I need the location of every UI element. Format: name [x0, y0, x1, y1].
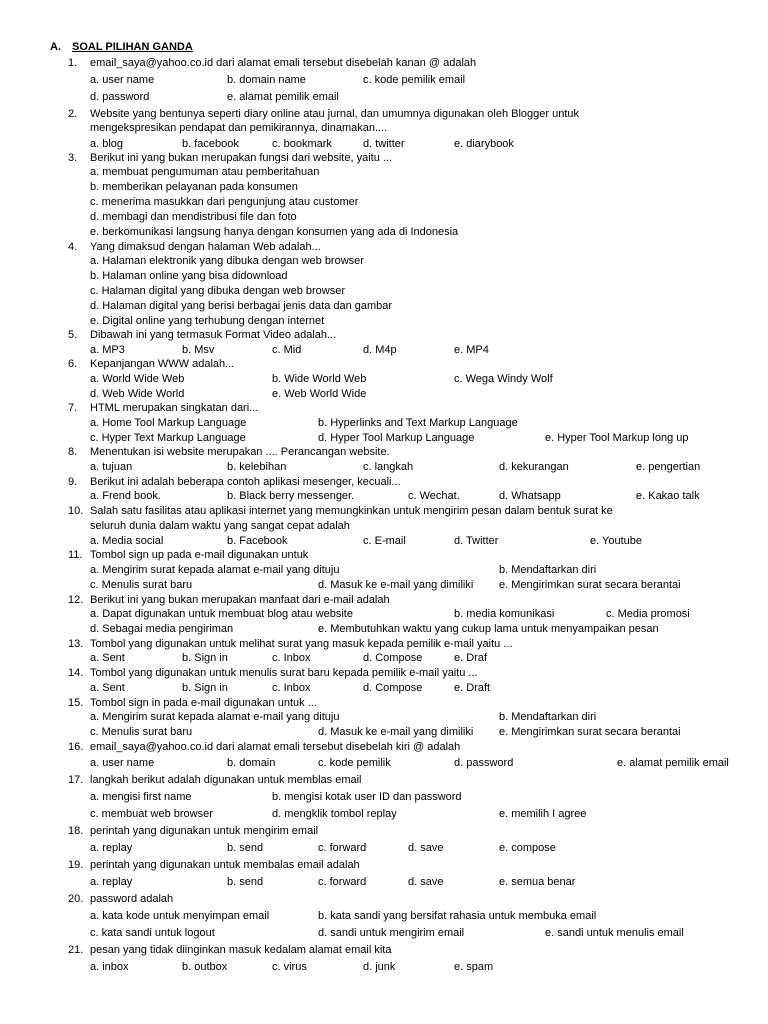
answer-option: c. Hyper Text Markup Language: [90, 432, 246, 444]
question-text: Menentukan isi website merupakan .... Perancangan website.: [90, 446, 390, 458]
question-text: Berikut ini yang bukan merupakan fungsi dari website, yaitu ...: [90, 152, 393, 164]
answer-option: e. alamat pemilik email: [227, 91, 339, 103]
answer-option: e. sandi untuk menulis email: [545, 927, 684, 939]
question-text: Tombol sign up pada e-mail digunakan untuk: [90, 549, 309, 561]
answer-option: b. Halaman online yang bisa didownload: [90, 270, 288, 282]
question-text: Website yang bentunya seperti diary online atau jurnal, dan umumnya digunakan oleh Blogger untuk: [90, 108, 580, 120]
question-text: langkah berikut adalah digunakan untuk memblas email: [90, 774, 362, 786]
answer-option: d. mengklik tombol replay: [272, 808, 397, 820]
question-text: email_saya@yahoo.co.id dari alamat emali tersebut disebelah kanan @ adalah: [90, 57, 477, 69]
question-number: 14.: [68, 667, 84, 679]
question-number: 15.: [68, 697, 84, 709]
answer-option: d. Compose: [363, 682, 423, 694]
answer-option: a. user name: [90, 74, 155, 86]
answer-option: c. Menulis surat baru: [90, 726, 193, 738]
answer-option: a. Halaman elektronik yang dibuka dengan web browser: [90, 255, 364, 267]
answer-option: e. semua benar: [499, 876, 576, 888]
answer-option: a. Media social: [90, 535, 164, 547]
answer-option: e. alamat pemilik email: [617, 757, 729, 769]
answer-option: e. Mengirimkan surat secara berantai: [499, 579, 681, 591]
answer-option: d. Whatsapp: [499, 490, 561, 502]
question-number: 8.: [68, 446, 78, 458]
answer-option: c. menerima masukkan dari pengunjung atau customer: [90, 196, 359, 208]
answer-option: b. domain name: [227, 74, 306, 86]
answer-option: d. Twitter: [454, 535, 499, 547]
answer-option: d. M4p: [363, 344, 397, 356]
answer-option: a. kata kode untuk menyimpan email: [90, 910, 270, 922]
question-text: perintah yang digunakan untuk mengirim email: [90, 825, 319, 837]
answer-option: d. Compose: [363, 652, 423, 664]
answer-option: d. password: [90, 91, 150, 103]
question-number: 11.: [68, 549, 83, 561]
question-number: 16.: [68, 741, 84, 753]
question-number: 19.: [68, 859, 84, 871]
answer-option: a. blog: [90, 138, 124, 150]
section-heading: [50, 40, 193, 54]
answer-option: a. Mengirim surat kepada alamat e-mail yang dituju: [90, 564, 340, 576]
answer-option: d. Halaman digital yang berisi berbagai jenis data dan gambar: [90, 300, 393, 312]
answer-option: a. Dapat digunakan untuk membuat blog atau website: [90, 608, 353, 620]
question-number: 21.: [68, 944, 84, 956]
answer-option: e. diarybook: [454, 138, 514, 150]
answer-option: d. save: [408, 842, 444, 854]
answer-option: d. Masuk ke e-mail yang dimiliki: [318, 726, 474, 738]
answer-option: d. Sebagai media pengiriman: [90, 623, 234, 635]
answer-option: e. spam: [454, 961, 494, 973]
answer-option: b. kata sandi yang bersifat rahasia untuk membuka email: [318, 910, 597, 922]
question-text: Yang dimaksud dengan halaman Web adalah...: [90, 241, 321, 253]
answer-option: c. forward: [318, 842, 367, 854]
answer-option: d. kekurangan: [499, 461, 569, 473]
answer-option: a. inbox: [90, 961, 129, 973]
answer-option: e. Mengirimkan surat secara berantai: [499, 726, 681, 738]
answer-option: b. mengisi kotak user ID dan password: [272, 791, 462, 803]
answer-option: e. Web World Wide: [272, 388, 367, 400]
question-text: perintah yang digunakan untuk membalas email adalah: [90, 859, 360, 871]
question-number: 7.: [68, 402, 78, 414]
question-text: email_saya@yahoo.co.id dari alamat emali tersebut disebelah kiri @ adalah: [90, 741, 461, 753]
question-text: Tombol yang digunakan untuk melihat surat yang masuk kepada pemilik e-mail yaitu ...: [90, 638, 513, 650]
answer-option: c. E-mail: [363, 535, 406, 547]
answer-option: d. save: [408, 876, 444, 888]
question-number: 20.: [68, 893, 84, 905]
answer-option: e. Draf: [454, 652, 488, 664]
answer-option: e. berkomunikasi langsung hanya dengan konsumen yang ada di Indonesia: [90, 226, 459, 238]
question-text: mengekspresikan pendapat dan pemikirannya, dinamakan....: [90, 122, 388, 134]
answer-option: c. forward: [318, 876, 367, 888]
question-number: 17.: [68, 774, 84, 786]
question-number: 18.: [68, 825, 84, 837]
answer-option: b. media komunikasi: [454, 608, 555, 620]
question-text: Tombol yang digunakan untuk menulis surat baru kepada pemilik e-mail yaitu ...: [90, 667, 478, 679]
answer-option: b. send: [227, 876, 264, 888]
answer-option: b. outbox: [182, 961, 228, 973]
answer-option: a. World Wide Web: [90, 373, 185, 385]
answer-option: d. Masuk ke e-mail yang dimiliki: [318, 579, 474, 591]
answer-option: a. Mengirim surat kepada alamat e-mail yang dituju: [90, 711, 340, 723]
answer-option: c. Wega Windy Wolf: [454, 373, 553, 385]
question-number: 1.: [68, 57, 78, 69]
answer-option: b. kelebihan: [227, 461, 287, 473]
question-number: 9.: [68, 476, 78, 488]
answer-option: e. Kakao talk: [636, 490, 700, 502]
answer-option: c. kode pemilik: [318, 757, 391, 769]
question-text: password adalah: [90, 893, 174, 905]
answer-option: e. Youtube: [590, 535, 643, 547]
answer-option: b. Wide World Web: [272, 373, 367, 385]
answer-option: b. send: [227, 842, 264, 854]
answer-option: b. Mendaftarkan diri: [499, 711, 597, 723]
answer-option: d. junk: [363, 961, 396, 973]
question-number: 6.: [68, 358, 78, 370]
answer-option: b. facebook: [182, 138, 239, 150]
question-text: seluruh dunia dalam waktu yang sangat cepat adalah: [90, 520, 350, 532]
answer-option: a. tujuan: [90, 461, 133, 473]
question-number: 2.: [68, 108, 78, 120]
answer-option: d. sandi untuk mengirim email: [318, 927, 465, 939]
answer-option: a. Home Tool Markup Language: [90, 417, 247, 429]
answer-option: e. memilih I agree: [499, 808, 587, 820]
answer-option: a. replay: [90, 876, 133, 888]
answer-option: b. domain: [227, 757, 276, 769]
question-number: 4.: [68, 241, 78, 253]
answer-option: e. Draft: [454, 682, 491, 694]
answer-option: c. bookmark: [272, 138, 332, 150]
question-text: Tombol sign in pada e-mail digunakan untuk ...: [90, 697, 317, 709]
question-number: 12.: [68, 594, 84, 606]
answer-option: d. password: [454, 757, 514, 769]
section-letter: A.: [50, 41, 61, 53]
question-text: Salah satu fasilitas atau aplikasi internet yang memungkinkan untuk mengirim pesan dalam bentuk surat ke: [90, 505, 613, 517]
answer-option: b. Msv: [182, 344, 215, 356]
answer-option: a. replay: [90, 842, 133, 854]
answer-option: c. kode pemilik email: [363, 74, 466, 86]
answer-option: b. Hyperlinks and Text Markup Language: [318, 417, 518, 429]
question-number: 3.: [68, 152, 78, 164]
answer-option: d. Hyper Tool Markup Language: [318, 432, 475, 444]
answer-option: a. MP3: [90, 344, 125, 356]
answer-option: d. Web Wide World: [90, 388, 185, 400]
answer-option: e. Membutuhkan waktu yang cukup lama untuk menyampaikan pesan: [318, 623, 659, 635]
answer-option: e. Digital online yang terhubung dengan internet: [90, 315, 325, 327]
answer-option: a. user name: [90, 757, 155, 769]
answer-option: d. membagi dan mendistribusi file dan foto: [90, 211, 297, 223]
answer-option: b. Sign in: [182, 682, 228, 694]
answer-option: c. Menulis surat baru: [90, 579, 193, 591]
answer-option: c. Inbox: [272, 682, 311, 694]
question-text: pesan yang tidak diinginkan masuk kedalam alamat email kita: [90, 944, 392, 956]
answer-option: a. membuat pengumuman atau pemberitahuan: [90, 166, 320, 178]
question-text: Dibawah ini yang termasuk Format Video adalah...: [90, 329, 337, 341]
question-text: Berikut ini yang bukan merupakan manfaat dari e-mail adalah: [90, 594, 390, 606]
answer-option: c. Wechat.: [408, 490, 460, 502]
answer-option: c. Halaman digital yang dibuka dengan web browser: [90, 285, 345, 297]
question-number: 5.: [68, 329, 78, 341]
answer-option: b. memberikan pelayanan pada konsumen: [90, 181, 298, 193]
answer-option: a. mengisi first name: [90, 791, 192, 803]
answer-option: b. Mendaftarkan diri: [499, 564, 597, 576]
answer-option: a. Frend book.: [90, 490, 161, 502]
question-text: HTML merupakan singkatan dari...: [90, 402, 259, 414]
answer-option: b. Sign in: [182, 652, 228, 664]
answer-option: a. Sent: [90, 682, 125, 694]
answer-option: b. Facebook: [227, 535, 288, 547]
answer-option: e. MP4: [454, 344, 489, 356]
question-number: 13.: [68, 638, 84, 650]
answer-option: c. kata sandi untuk logout: [90, 927, 215, 939]
answer-option: e. pengertian: [636, 461, 701, 473]
answer-option: c. langkah: [363, 461, 414, 473]
answer-option: a. Sent: [90, 652, 125, 664]
answer-option: c. Media promosi: [606, 608, 690, 620]
answer-option: c. Mid: [272, 344, 302, 356]
answer-option: e. compose: [499, 842, 556, 854]
answer-option: d. twitter: [363, 138, 405, 150]
section-title: SOAL PILIHAN GANDA: [72, 41, 193, 53]
answer-option: b. Black berry messenger.: [227, 490, 355, 502]
answer-option: c. membuat web browser: [90, 808, 213, 820]
question-text: Berikut ini adalah beberapa contoh aplikasi mesenger, kecuali...: [90, 476, 401, 488]
answer-option: c. Inbox: [272, 652, 311, 664]
answer-option: e. Hyper Tool Markup long up: [545, 432, 689, 444]
question-text: Kepanjangan WWW adalah...: [90, 358, 235, 370]
question-number: 10.: [68, 505, 84, 517]
answer-option: c. virus: [272, 961, 307, 973]
